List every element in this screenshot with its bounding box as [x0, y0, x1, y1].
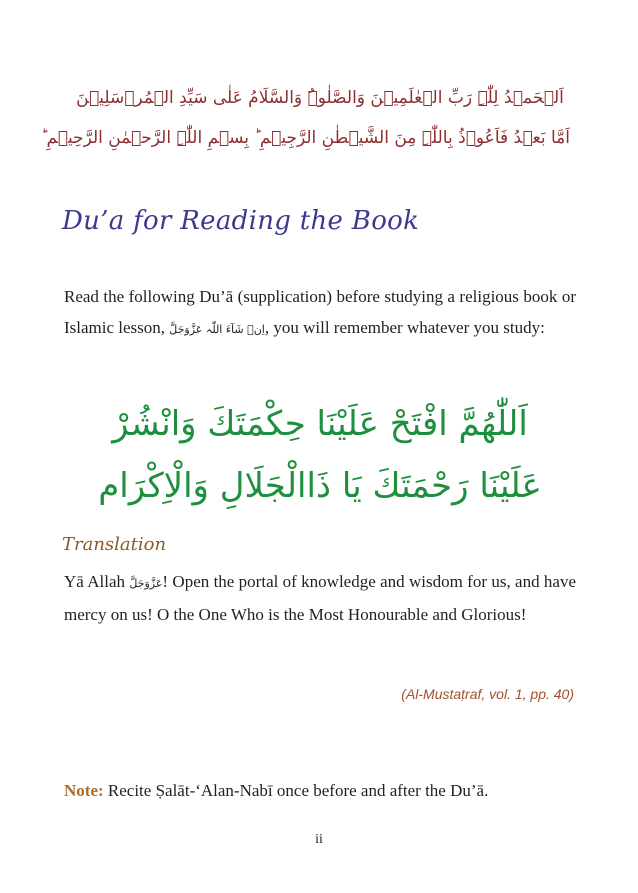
- translation-paragraph: [64, 566, 576, 630]
- page-title: Du’a for Reading the Book: [62, 206, 420, 236]
- page-number: ii: [315, 832, 323, 847]
- citation: (Al-Mustaṭraf, vol. 1, pp. 40): [401, 686, 574, 702]
- intro-inline-arabic: اِنۡ شَآءَ اللّٰہ عَزَّوَجَلَّ: [169, 323, 265, 336]
- note-label: Note:: [64, 781, 104, 800]
- intro-text-before: Read the following Du’ā (supplication) before studying a religious book or Islamic lesson,: [64, 287, 576, 337]
- opening-arabic-line-1: اَلۡحَمۡدُ لِلّٰہِ رَبِّ الۡعٰلَمِیۡنَ وَالصَّلٰوۃُ وَالسَّلَامُ عَلٰی سَیِّدِ الۡمُرۡسَلِیۡنَ: [76, 88, 564, 108]
- dua-arabic-line-2: عَلَيْنَا رَحْمَتَكَ يَا ذَاالْجَلَالِ وَالْاِكْرَام: [98, 466, 542, 506]
- opening-arabic-line-2: اَمَّا بَعۡدُ فَاَعُوۡذُ بِاللّٰہِ مِنَ الشَّیۡطٰنِ الرَّجِیۡمِ ؕ بِسۡمِ اللّٰہِ الرَّحۡمٰنِ الرَّحِیۡمِ ؕ: [41, 128, 570, 148]
- note-paragraph: [64, 781, 576, 801]
- translation-heading: Translation: [62, 534, 167, 555]
- note-text: Recite Ṣalāt-‘Alan-Nabī once before and after the Du’ā.: [103, 781, 489, 800]
- intro-paragraph: [64, 281, 576, 345]
- translation-text-after: ! Open the portal of knowledge and wisdom for us, and have mercy on us! O the One Who is the Most Honourable and Glorious!: [64, 572, 577, 624]
- translation-inline-arabic: عَزَّوَجَلَّ: [129, 577, 163, 590]
- intro-text-after: , you will remember whatever you study:: [264, 318, 545, 337]
- translation-text-before: Yā Allah: [64, 572, 130, 591]
- dua-arabic-line-1: اَللّٰهُمَّ افْتَحْ عَلَيْنَا حِكْمَتَكَ وَانْشُرْ: [112, 404, 528, 444]
